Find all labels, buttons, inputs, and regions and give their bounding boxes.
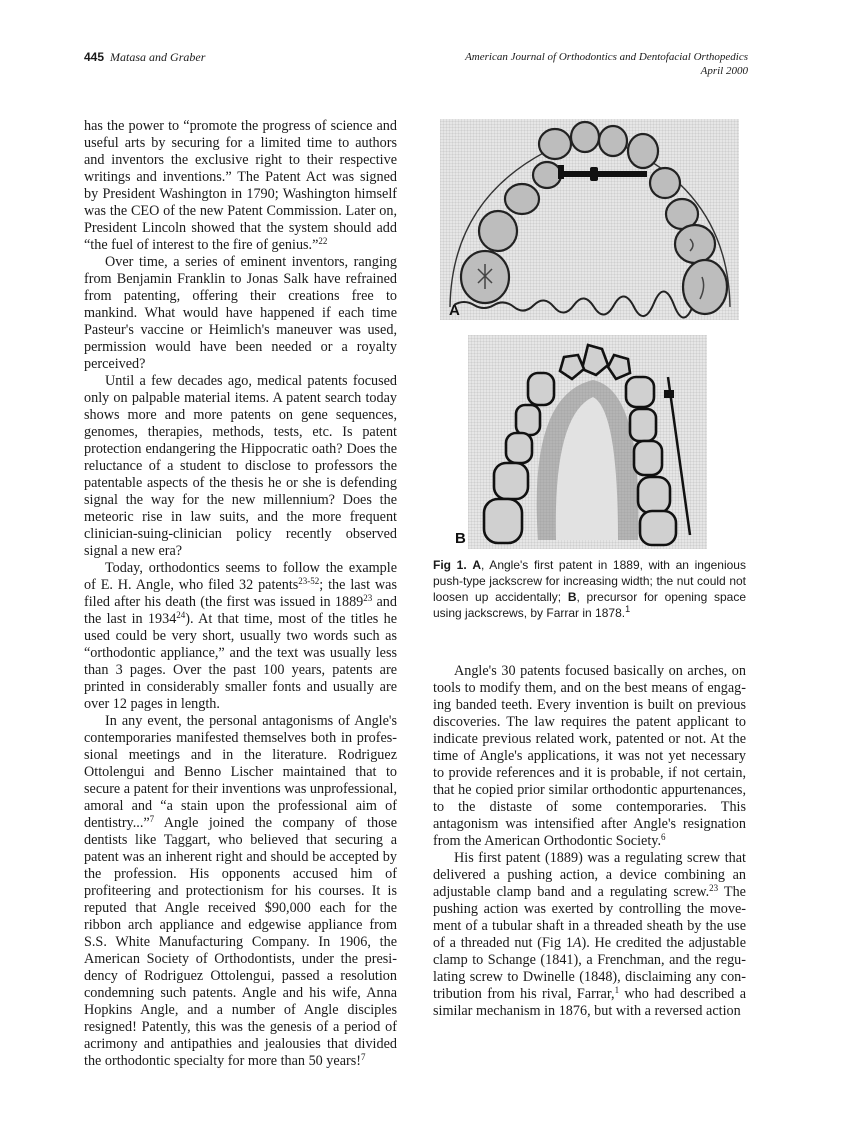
right-column (433, 663, 746, 1020)
panel-label-b: B (455, 530, 466, 547)
paragraph-1: has the power to “promote the progress of science and useful arts by securing for a limited time to authors and inventors the exclusive right to their respective writings and inventions.” The Patent Act was signed by President Washington in 1790; Washington himself was the CEO of the new Patent Commission. Later on, President Lincoln showed that the system should add “the fuel of interest to the fire of genius.”$^{22}$ (84, 118, 397, 253)
reference: 7 (360, 1052, 366, 1062)
paragraph-7: His first patent (1889) was a regulating screw that delivered a pushing action, a device combining an adjustable clamp band and a regulating screw.$^{23}$ The pushing action was exerted by controlling the movement of a tubular shaft in a threaded sheath by the use of a threaded nut (Fig 1A). He credited the adjustable clamp to Schange (1841), a Frenchman, and the regulating screw to Dwinelle (1848), disclaiming any contribution from his rival, Farrar,$^1$ who had described a similar mechanism in 1876, but with a reversed action (433, 850, 747, 1019)
reference: 23 (709, 883, 719, 893)
page-number: 445 (84, 50, 105, 64)
dental-arch-drawing-a (440, 119, 739, 320)
figure-1a-image (440, 119, 739, 320)
paragraph-4: Today, orthodontics seems to follow the example of E. H. Angle, who filed 32 patents$^{23-52}$; the last was filed after his death (the first was issued in 1889$^{23}$ and the last in 1934$^{24}$). At that time, most of the titles he used could be very short, usually two words such as “orthodontic appliance,” and the text was usually less than 3 pages. Over the past 100 years, patents are printed in considerably smaller fonts and usually are over 12 pages in length. (84, 560, 397, 712)
reference: 22 (318, 236, 328, 246)
journal-title: American Journal of Orthodontics and Dentofacial Orthopedics (465, 51, 748, 63)
figure-1b-image (468, 335, 707, 549)
running-header-left (84, 50, 205, 65)
reference: 6 (661, 832, 666, 842)
paragraph-5: In any event, the personal antagonisms of Angle's contemporaries manifested themselves both in professional meetings and in the literature. Rodriguez Ottolengui and Benno Lischer maintained that to secure a patent for their inventions was unprofessional, amoral and “a stain upon the professional aim of dentistry...”$^7$ Angle joined the company of those dentists like Taggart, who believed that securing a patent was an inherent right and should be accepted by the profession. His opponents accused him of profiteering and protectionism for his courses. It is reputed that Angle received $90,000 each for the ribbon arch appliance and edgewise appliance from S.S. White Manufacturing Company. In 1906, the American Society of Orthodontists, under the presidency of Rodriguez Ottolengui, passed a resolution condemning such patents. Angle and his wife, Anna Hopkins Angle, and a number of Angle disciples resigned! Patently, this was the genesis of a period of acrimony and antipathies and jealousies that divided the orthodontic specialty for more than 50 years!$^7$ (84, 713, 397, 1069)
paragraph-6: Angle's 30 patents focused basically on arches, on tools to modify them, and on the best means of engaging banded teeth. Every invention is built on previous discoveries. The law requires the patent applicant to indicate previous related work, patented or not. At the time of Angle's applications, it was not yet necessary to provide references and it is probable, if not certain, that he copied prior similar orthodontic appurtenances, to the distaste of some contemporaries. This antagonism was intensified after Angle's resignation from the American Orthodontic Society.$^6$ (433, 663, 746, 849)
running-header-right (465, 50, 748, 78)
panel-label-a: A (449, 302, 460, 319)
caption-fig-label: Fig 1. (433, 558, 467, 572)
reference: 1 (625, 604, 631, 614)
reference: 24 (176, 610, 186, 620)
reference: 7 (149, 814, 155, 824)
figure-caption: Fig 1. A, Angle's first patent in 1889, with an ingenious push-type jackscrew for increasing width; the nut could not loosen up accidentally; B, precursor for opening space using jackscrews, by Farrar in 1878.$^1$ (433, 558, 746, 620)
caption-b-label: B (567, 590, 577, 604)
paragraph-2: Over time, a series of eminent inventors, ranging from Benjamin Franklin to Jonas Salk have refrained from patenting, offering their creations free to mankind. What would have happened if each time Pasteur's vaccine or Heimlich's maneuver was used, permission would have been needed or a royalty perceived? (84, 254, 397, 372)
paragraph-3: Until a few decades ago, medical patents focused only on palpable material items. A patent search today shows more and more patents on gene sequences, genomes, therapies, methods, tests, etc. Is patent protection endangering the Hippocratic oath? Does the reluctance of a student to disclose to professors the patentable aspects of the thesis he or she is defending signal the way for the new millennium? Does the meteoric rise in law suits, and the more frequent clinician-suing-clinician policy recently observed signal a new era? (84, 373, 397, 559)
reference: 1 (614, 985, 620, 995)
reference: 23-52 (298, 576, 320, 586)
authors: Matasa and Graber (110, 50, 206, 64)
dental-arch-drawing-b (468, 335, 707, 549)
issue-date: April 2000 (700, 65, 748, 77)
reference: 23 (363, 593, 373, 603)
caption-a-label: A (472, 558, 481, 572)
left-column (84, 118, 397, 1070)
